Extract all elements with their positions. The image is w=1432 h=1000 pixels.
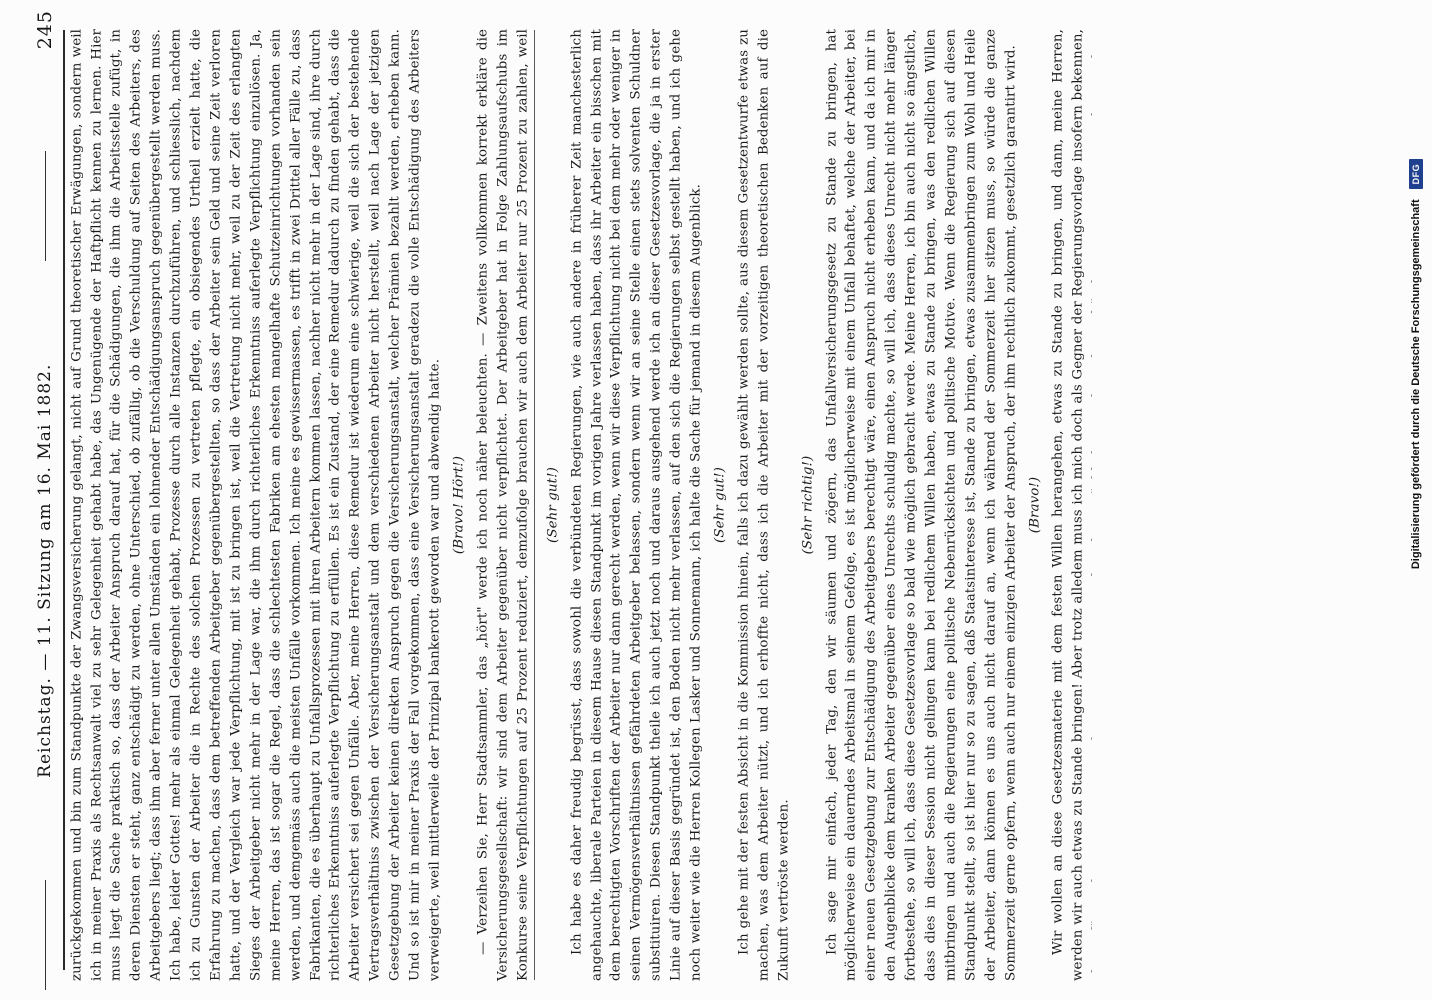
paragraph: Wir wollen an diese Gesetzesmaterie mit dem festen Willen herangehen, etwas zu Stande zu bringen, und dann, meine Herren, werden wir auch etwas zu Stande bringen! Aber trotz alledem muss ich mich doch als Gegner der Regierungsvorlage insofern bekennen, xyxy=(1050,29,1086,981)
dfg-logo-icon: DFG xyxy=(1409,159,1423,190)
paragraph: zurückgekommen und bin zum Standpunkte der Zwangsversicherung gelangt, nicht auf Grund theoretischer Erwägungen, sondern weil ich in meiner Praxis als Rechtsanwalt viel zu sehr Gelegenheit gehabt habe, das Ungenügende der Haftpflicht kennen zu lernen. Hier muss liegt die Sache praktisch so, dass der Arbeiter Anspruch darauf hat, für die Schädigungen, die ihm die Arbeitsstelle zufügt, in deren Diensten er steht, ganz entschädigt zu werden, ohne Unterschied, ob zufällig, ob die Verschuldung auf Seiten des Arbeiters, des Arbeitgebers liegt; dass ihm aber ferner unter allen Umständen ein lohnender Entschädigungsanspruch gegenübergestellt werden muss. Ich habe, leider Gottes! mehr als einmal Gelegenheit gehabt, Prozesse durch alle Instanzen durchzuführen, und schliesslich, nachdem ich zu Gunsten der Arbeiter die in Rechte des solchen Prozessen zu vertreten pflegte, ein obsiegendes Urtheil erzielt hatte, die Erfahrung zu machen, dass dem betreffenden Arbeitgeber gegenübergestellten, so dass der Arbeiter sein Geld und seine Zeit verloren hatte, und der Vergleich war jede Verpflichtung, mit ist zu bringen ist, weil die Vertretung nicht mehr, weil zu der Zeit des erlangten Sieges der Arbeitgeber nicht mehr in der Lage war, die ihm durch richterliches Erkenntniss auferlegte Verpflichtung einzulösen. Ja, meine Herren, das ist sogar die Regel, dass die schlechtesten Fabriken am ehesten mangelhafte Schutzeinrichtungen vorhanden sein werden, und demgemäss auch die meisten Unfälle vorkommen. Ich meine es gewissermassen, es trifft in zwei Drittel aller Fälle zu, dass Fabrikanten, die es überhaupt zu Unfallsprozessen mit ihren Arbeitern kommen lassen, nachher nicht mehr in der Lage sind, ihre durch richterliches Erkenntniss auferlegte Verpflichtung zu erfüllen. Es ist ein Zustand, der eine Remedur dadurch zu finden gehabt, dass die Arbeiter versichert sei gegen Unfälle. Aber, meine Herren, diese Remedur ist wiederum eine schwierige, weil die sich der bestehende Vertragsverhältniss zwischen der Versicherungsanstalt und dem verschiedenen Arbeiter nicht herstellt, weil nach Lage der jetzigen Gesetzgebung der Arbeiter keinen direkten Anspruch gegen die Versicherungsanstalt, welcher Prämien bezahlt werden, erheben kann. Und so ist mir in meiner Praxis der Fall vorgekommen, dass eine Versicherungsanstalt geradezu die volle Entschädigung des Arbeiters verweigerte, weil mittlerweile der Prinzipal bankerott geworden war und abwendig hatte. xyxy=(69,29,443,981)
header-rule-right xyxy=(45,151,46,261)
digitization-imprint-rotated xyxy=(1403,0,1429,1000)
interjection: (Sehr gut!) xyxy=(545,467,561,543)
interjection: (Sehr richtig!) xyxy=(800,455,816,555)
header-divider-rule xyxy=(63,30,65,970)
paragraph: Ich habe es daher freudig begrüsst, dass sowohl die verbündeten Regierungen, wie auch andere in früherer Zeit manchesterlich angehauchte, liberale Parteien in diesem Hause diesen Standpunkt im vorigen Jahre verlassen haben, dass ihr Arbeiter ein bisschen mit dem berechtigten Vorschriften der Arbeiter nur dann gerecht werden, wenn wir diese Verpflichtung nicht bei dem mehr oder weniger in seinen Vermögensverhältnissen gefährdeten Arbeitgeber belassen, sondern wenn wir an seine Stelle einen stets solventen Schuldner substituiren. Diesen Standpunkt theile ich auch jetzt noch und daraus ausgehend werde ich an dieser Gesetzesvorlage, die ja in erster Linie auf dieser Basis gegründet ist, den Boden nicht mehr verlassen, auf den sich die Regierungen selbst gestellt haben, und ich gehe noch weiter wie die Herren Kollegen Lasker und Sonnemann, ich halte die Sache für jemand in diesem Augenblick. xyxy=(569,29,704,981)
page-number: 245 xyxy=(34,10,56,50)
left-text-column xyxy=(66,20,534,990)
paragraph: — Verzeihen Sie, Herr Stadtsammler, das „hört" werde ich noch näher beleuchten. — Zweitens vollkommen korrekt erkläre die Versicherungsgesellschaft: wir sind dem Arbeiter gegenüber nicht verpflichtet. Der Arbeitgeber hat in Folge Zahlungsaufschubs im Konkurse seine Verpflichtungen auf 25 Prozent reduziert, demzufolge brauchen wir auch dem Arbeiter nur 25 Prozent zu zahlen, weil xyxy=(475,29,531,981)
paragraph xyxy=(536,29,539,981)
left-column-body xyxy=(66,29,534,981)
interjection: (Sehr gut!) xyxy=(712,467,728,543)
interjection: (Bravo!) xyxy=(1027,476,1043,534)
running-title: Reichstag. — 11. Sitzung am 16. Mai 1882. xyxy=(35,363,55,778)
paragraph: Ich gehe mit der festen Absicht in die Kommission hinein, falls ich dazu gewählt werden sollte, aus diesem Gesetzentwurfe etwas zu machen, was dem Arbeiter nützt, und ich erhoffte nicht, dass ich die Arbeiter mit der vorzeitigen theoretischen Bedenken auf die Zukunft vertröste werden. xyxy=(736,29,792,981)
interjection: (Bravo! Hört!) xyxy=(451,455,467,555)
column-divider-rule xyxy=(534,30,535,980)
digitization-imprint xyxy=(1400,0,1432,1000)
paragraph: Ich sage mir einfach, jeder Tag, den wir säumen und zögern, das Unfallversicherungsgesetz zu Stande zu bringen, hat möglicherweise ein dauerndes Arbeitsmal in seinem Gefolge, es ist möglicherweise mit einem Unfall behaftet, welche der Arbeiter, bei einer neuen Gesetzgebung zur Entschädigung des Arbeitgebers berechtigt wäre, einen Anspruch nicht erheben kann, und da ich mir in den Augenblicke dem kranken Arbeiter gegenüber eines Unrechts schuldig machte, so will ich, dass dieses Unrecht nicht mehr länger fortbestehe, so will ich, dass diese Gesetzesvorlage so bald wie möglich gebracht werde. Meine Herren, ich bin auch nicht so ängstlich, dass dies in dieser Session nicht gelingen kann bei redlichem Willen haben, etwas zu Stande zu bringen, was den redlichen Willen mitbringen und auch die Regierungen eine politische Nebenrücksichten und politische Motive. Wenn die Regierung sich auf diesen Standpunkt stellt, so ist hier nur so zu sagen, daß Staatsinteresse ist, Stande zu bringen, etwas zusammenbringen zum Wohl und Heile der Arbeiter, dann können es uns auch nicht darauf an, wenn ich während der Sommerzeit hier sitzen muss, so würde die ganze Sommerzeit gerne opfern, wenn auch nur einem einzigen Arbeiter der Anspruch, der ihm rechtlich zukommt, gesetzlich garantirt wird. xyxy=(824,29,1019,981)
right-column-body xyxy=(536,29,1092,981)
header-rule-left xyxy=(45,880,46,990)
right-text-column xyxy=(536,20,1092,990)
running-header xyxy=(28,0,62,1000)
imprint-text: Digitalisierung gefördert durch die Deutsche Forschungsgemeinschaft xyxy=(1410,199,1422,570)
running-header-rotated xyxy=(30,10,60,990)
